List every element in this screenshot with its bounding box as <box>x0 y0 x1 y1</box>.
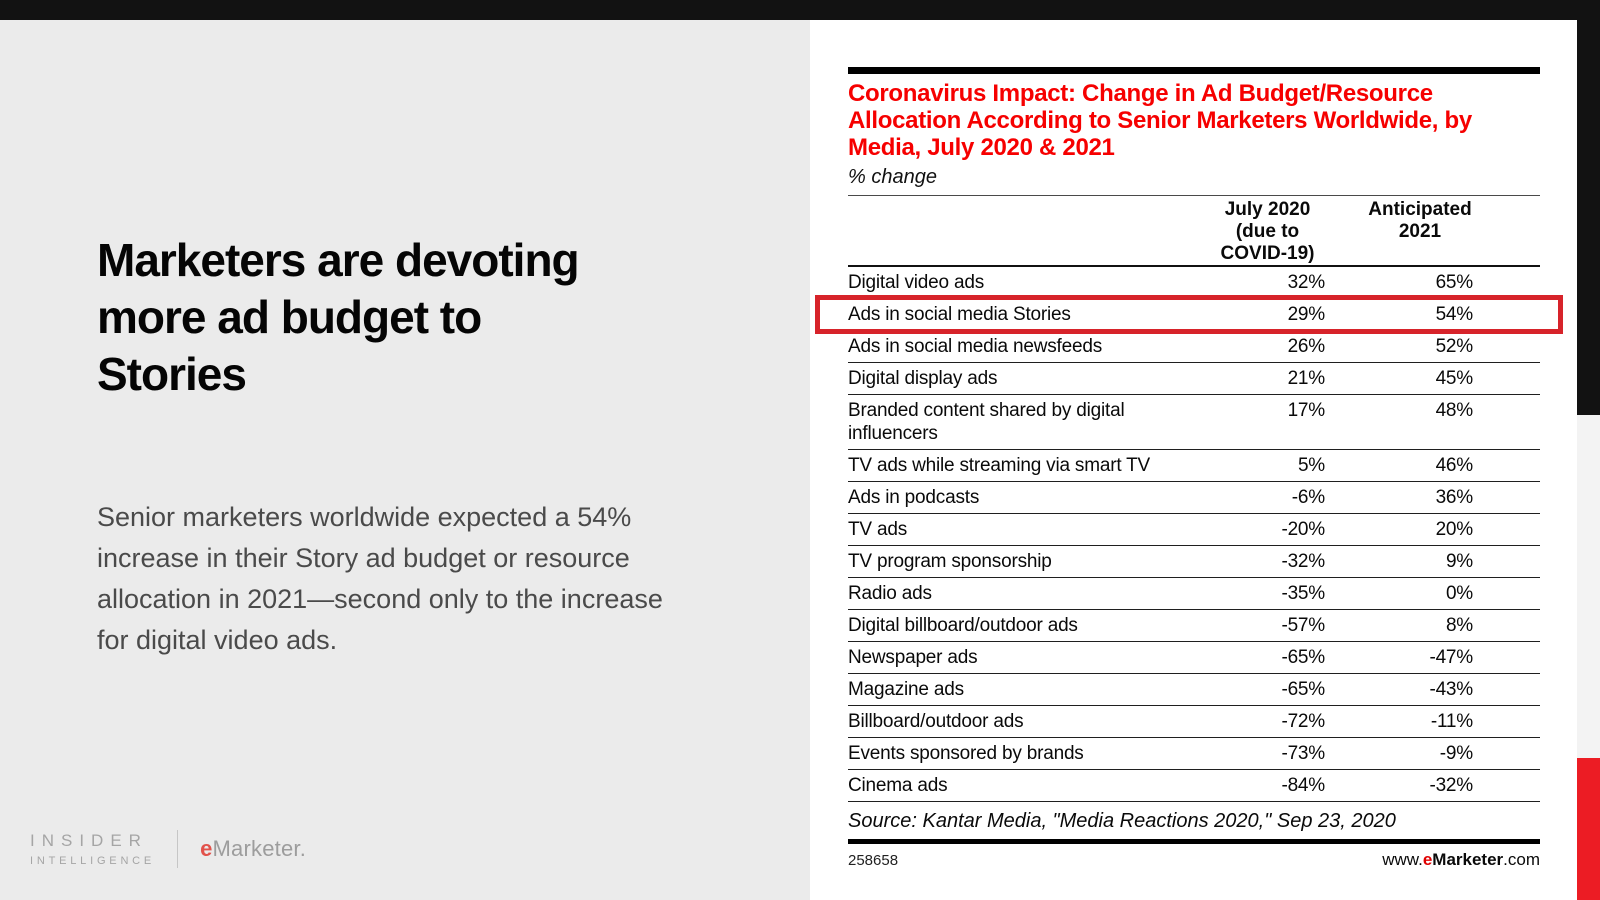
anticipated-2021-value: 46% <box>1435 455 1473 476</box>
source-note: Source: Kantar Media, "Media Reactions 2020," Sep 23, 2020 <box>848 810 1396 832</box>
headline-line-2: more ad budget to <box>97 291 482 343</box>
headline-line-1: Marketers are devoting <box>97 234 579 286</box>
table-row <box>848 482 1540 514</box>
emarketer-logo-e: e <box>200 836 213 861</box>
july-2020-value: -65% <box>1281 647 1325 668</box>
insider-logo-line1: INSIDER <box>30 831 148 850</box>
table-header-row <box>848 196 1540 267</box>
chart-subtitle: % change <box>848 166 937 188</box>
table-row <box>848 514 1540 546</box>
right-edge-strip <box>1577 20 1600 900</box>
media-label: TV ads while streaming via smart TV <box>848 455 1151 476</box>
anticipated-2021-value: 48% <box>1435 400 1473 421</box>
table-row <box>848 267 1540 299</box>
header-anticipated-2021-label: Anticipated 2021 <box>1368 199 1472 242</box>
july-2020-value: 26% <box>1287 336 1325 357</box>
anticipated-2021-value: -9% <box>1439 743 1473 764</box>
media-label: Newspaper ads <box>848 647 978 668</box>
header-anticipated-2021 <box>1325 199 1540 265</box>
media-label: Events sponsored by brands <box>848 743 1084 764</box>
media-label: Branded content shared by digital influencers <box>848 400 1125 444</box>
slide-body-text: Senior marketers worldwide expected a 54% increase in their Story ad budget or resource allocation in 2021—second only to the increase for digital video ads. <box>97 502 663 655</box>
bottom-rule <box>848 839 1540 844</box>
anticipated-2021-value: 45% <box>1435 368 1473 389</box>
table-row <box>848 770 1540 802</box>
emarketer-logo-rest: Marketer. <box>212 836 307 861</box>
table-row <box>848 363 1540 395</box>
july-2020-value: -35% <box>1281 583 1325 604</box>
table-row <box>848 642 1540 674</box>
insider-logo-line2: INTELLIGENCE <box>30 855 156 867</box>
anticipated-2021-value: -32% <box>1429 775 1473 796</box>
title-top-rule <box>848 67 1540 74</box>
table-row <box>848 738 1540 770</box>
url-prefix: www. <box>1382 850 1423 869</box>
media-label: Digital display ads <box>848 368 998 389</box>
july-2020-value: -20% <box>1281 519 1325 540</box>
table-row <box>848 450 1540 482</box>
media-label: Digital billboard/outdoor ads <box>848 615 1078 636</box>
media-label: Ads in podcasts <box>848 487 980 508</box>
headline-line-3: Stories <box>97 348 246 400</box>
july-2020-value: 17% <box>1287 400 1325 421</box>
table-row <box>848 395 1540 450</box>
july-2020-value: -73% <box>1281 743 1325 764</box>
header-media-column <box>848 199 1185 265</box>
table-row <box>848 331 1540 363</box>
anticipated-2021-value: 0% <box>1445 583 1473 604</box>
anticipated-2021-value: 52% <box>1435 336 1473 357</box>
july-2020-value: 29% <box>1287 304 1325 325</box>
chart-id: 258658 <box>848 852 899 869</box>
anticipated-2021-value: 20% <box>1435 519 1473 540</box>
july-2020-value: 21% <box>1287 368 1325 389</box>
media-label: TV ads <box>848 519 907 540</box>
media-label: TV program sponsorship <box>848 551 1052 572</box>
url-brand-rest: Marketer <box>1432 850 1504 869</box>
insider-intelligence-logo <box>30 831 155 867</box>
anticipated-2021-value: 54% <box>1435 304 1473 325</box>
july-2020-value: 32% <box>1287 272 1325 293</box>
july-2020-value: -84% <box>1281 775 1325 796</box>
july-2020-value: 5% <box>1297 455 1325 476</box>
brand-logos <box>30 830 306 868</box>
left-panel <box>0 20 810 900</box>
anticipated-2021-value: 65% <box>1435 272 1473 293</box>
media-label: Ads in social media newsfeeds <box>848 336 1103 357</box>
table-row <box>848 299 1540 331</box>
chart-title: Coronavirus Impact: Change in Ad Budget/Resource Allocation According to Senior Marketers Worldwide, by Media, July 2020 & 2021 <box>848 80 1472 161</box>
right-strip-red-block <box>1577 758 1600 900</box>
media-label: Billboard/outdoor ads <box>848 711 1024 732</box>
chart-footer <box>848 850 1540 870</box>
media-label: Cinema ads <box>848 775 948 796</box>
right-strip-gray <box>1577 415 1600 758</box>
table-row <box>848 674 1540 706</box>
anticipated-2021-value: 9% <box>1445 551 1473 572</box>
chart-card <box>810 20 1577 900</box>
media-label: Digital video ads <box>848 272 985 293</box>
anticipated-2021-value: 8% <box>1445 615 1473 636</box>
media-label: Radio ads <box>848 583 932 604</box>
emarketer-url <box>1382 850 1540 870</box>
table-row <box>848 610 1540 642</box>
url-suffix: .com <box>1503 850 1540 869</box>
table-row <box>848 578 1540 610</box>
july-2020-value: -65% <box>1281 679 1325 700</box>
anticipated-2021-value: -47% <box>1429 647 1473 668</box>
slide-headline <box>97 232 697 403</box>
table-row <box>848 546 1540 578</box>
anticipated-2021-value: -11% <box>1430 711 1473 732</box>
media-label: Ads in social media Stories <box>848 304 1071 325</box>
logo-divider <box>177 830 178 868</box>
header-july-2020 <box>1185 199 1325 265</box>
july-2020-value: -32% <box>1281 551 1325 572</box>
header-july-2020-label: July 2020 (due to COVID-19) <box>1220 199 1315 264</box>
table-body <box>848 267 1540 802</box>
top-black-bar <box>0 0 1600 20</box>
anticipated-2021-value: 36% <box>1435 487 1473 508</box>
july-2020-value: -6% <box>1291 487 1325 508</box>
emarketer-logo <box>200 836 306 862</box>
anticipated-2021-value: -43% <box>1429 679 1473 700</box>
media-label: Magazine ads <box>848 679 964 700</box>
july-2020-value: -57% <box>1281 615 1325 636</box>
table-row <box>848 706 1540 738</box>
right-strip-black <box>1577 20 1600 415</box>
july-2020-value: -72% <box>1281 711 1325 732</box>
url-brand-e: e <box>1422 850 1433 869</box>
